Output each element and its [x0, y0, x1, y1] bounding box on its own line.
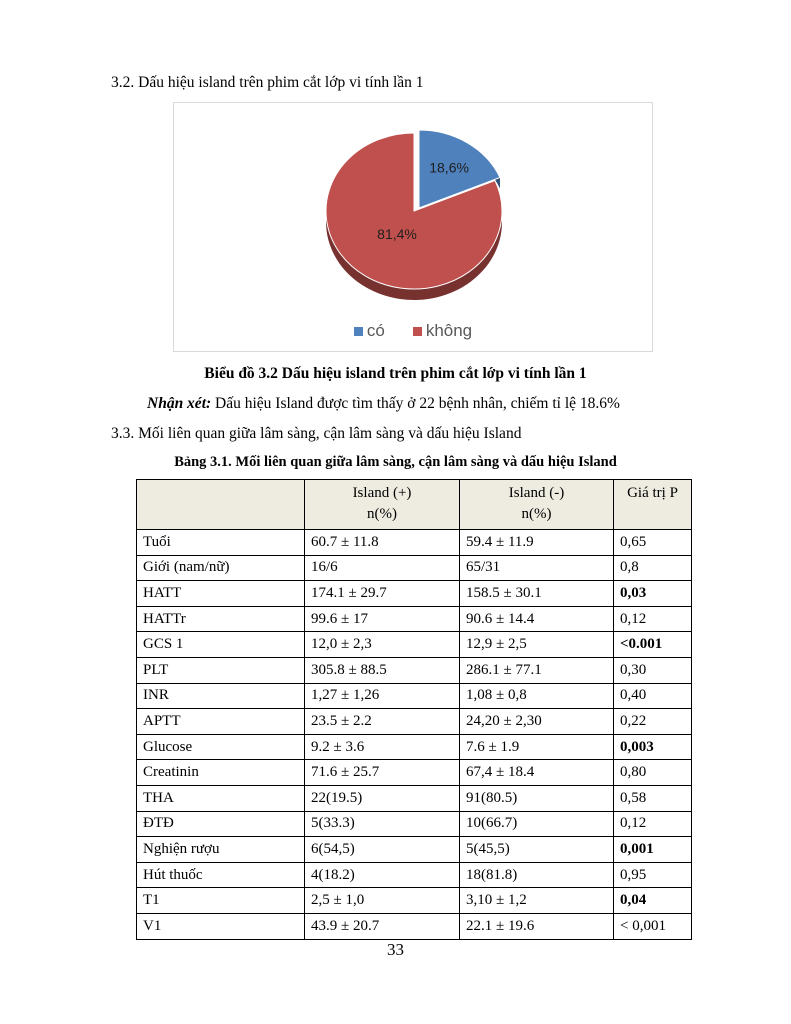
cell-p-value: 0,58	[614, 785, 692, 811]
cell-island-negative: 90.6 ± 14.4	[460, 606, 614, 632]
cell-island-positive: 4(18.2)	[305, 862, 460, 888]
legend-swatch-co	[354, 327, 363, 336]
row-label: HATTr	[137, 606, 305, 632]
table-row	[137, 606, 692, 632]
table-row	[137, 837, 692, 863]
cell-island-negative: 7.6 ± 1.9	[460, 734, 614, 760]
row-label: Glucose	[137, 734, 305, 760]
cell-island-negative: 59.4 ± 11.9	[460, 530, 614, 556]
table-row	[137, 709, 692, 735]
legend-label-khong: không	[425, 321, 473, 340]
header-island-negative	[460, 480, 614, 530]
legend-item-khong	[413, 321, 472, 341]
legend-item-co	[354, 321, 385, 341]
table-row	[137, 683, 692, 709]
row-label: ĐTĐ	[137, 811, 305, 837]
cell-p-value: < 0,001	[614, 913, 692, 939]
cell-island-negative: 286.1 ± 77.1	[460, 657, 614, 683]
cell-island-negative: 67,4 ± 18.4	[460, 760, 614, 786]
cell-p-value: 0,30	[614, 657, 692, 683]
cell-island-negative: 12,9 ± 2,5	[460, 632, 614, 658]
cell-island-positive: 22(19.5)	[305, 785, 460, 811]
row-label: Tuổi	[137, 530, 305, 556]
table-row	[137, 760, 692, 786]
header-island-negative-line2: n(%)	[521, 506, 552, 522]
cell-island-positive: 5(33.3)	[305, 811, 460, 837]
header-island-positive	[305, 480, 460, 530]
cell-island-negative: 1,08 ± 0,8	[460, 683, 614, 709]
figure-caption: Biểu đồ 3.2 Dấu hiệu island trên phim cắt lớp vi tính lần 1	[204, 365, 587, 382]
cell-island-negative: 3,10 ± 1,2	[460, 888, 614, 914]
cell-island-negative: 22.1 ± 19.6	[460, 913, 614, 939]
cell-p-value: 0,12	[614, 606, 692, 632]
section-heading: 3.2. Dấu hiệu island trên phim cắt lớp vi tính lần 1	[111, 74, 424, 91]
legend-swatch-khong	[413, 327, 422, 336]
row-label: HATT	[137, 581, 305, 607]
results-table	[136, 479, 692, 940]
cell-island-positive: 174.1 ± 29.7	[305, 581, 460, 607]
page-number: 33	[387, 940, 404, 959]
cell-p-value: 0,12	[614, 811, 692, 837]
remark	[147, 395, 620, 413]
table-row	[137, 785, 692, 811]
cell-island-positive: 6(54,5)	[305, 837, 460, 863]
row-label: PLT	[137, 657, 305, 683]
cell-island-positive: 99.6 ± 17	[305, 606, 460, 632]
cell-island-positive: 23.5 ± 2.2	[305, 709, 460, 735]
row-label: THA	[137, 785, 305, 811]
table-row	[137, 734, 692, 760]
remark-label: Nhận xét:	[147, 395, 212, 412]
table-row	[137, 555, 692, 581]
header-island-negative-line1: Island (-)	[508, 485, 565, 501]
cell-island-negative: 5(45,5)	[460, 837, 614, 863]
header-blank	[137, 480, 305, 530]
row-label: INR	[137, 683, 305, 709]
table-title: Bảng 3.1. Mối liên quan giữa lâm sàng, cận lâm sàng và dấu hiệu Island	[174, 454, 617, 470]
table-header-row	[137, 480, 692, 530]
pie-chart	[173, 102, 653, 352]
cell-island-negative: 91(80.5)	[460, 785, 614, 811]
row-label: Creatinin	[137, 760, 305, 786]
cell-island-positive: 9.2 ± 3.6	[305, 734, 460, 760]
cell-p-value: 0,40	[614, 683, 692, 709]
legend-label-co: có	[366, 321, 385, 340]
remark-text: Dấu hiệu Island được tìm thấy ở 22 bệnh nhân, chiếm tỉ lệ 18.6%	[211, 395, 620, 412]
cell-p-value: 0,03	[614, 581, 692, 607]
cell-p-value: 0,65	[614, 530, 692, 556]
cell-p-value: 0,80	[614, 760, 692, 786]
table-row	[137, 888, 692, 914]
table-row	[137, 913, 692, 939]
table-row	[137, 530, 692, 556]
cell-p-value: 0,001	[614, 837, 692, 863]
cell-island-positive: 43.9 ± 20.7	[305, 913, 460, 939]
row-label: GCS 1	[137, 632, 305, 658]
cell-island-positive: 60.7 ± 11.8	[305, 530, 460, 556]
cell-p-value: 0,22	[614, 709, 692, 735]
row-label: APTT	[137, 709, 305, 735]
cell-island-positive: 71.6 ± 25.7	[305, 760, 460, 786]
cell-p-value: 0,95	[614, 862, 692, 888]
pie-chart-canvas	[174, 103, 654, 353]
table-row	[137, 632, 692, 658]
cell-p-value: 0,04	[614, 888, 692, 914]
header-island-positive-line2: n(%)	[367, 506, 397, 522]
cell-island-positive: 12,0 ± 2,3	[305, 632, 460, 658]
row-label: Giới (nam/nữ)	[137, 555, 305, 581]
cell-island-negative: 158.5 ± 30.1	[460, 581, 614, 607]
cell-island-negative: 65/31	[460, 555, 614, 581]
cell-p-value: 0,003	[614, 734, 692, 760]
cell-island-positive: 305.8 ± 88.5	[305, 657, 460, 683]
table-row	[137, 657, 692, 683]
row-label: T1	[137, 888, 305, 914]
cell-island-negative: 18(81.8)	[460, 862, 614, 888]
cell-island-negative: 10(66.7)	[460, 811, 614, 837]
table-row	[137, 581, 692, 607]
header-p-value: Giá trị P	[614, 480, 692, 530]
pie-data-label-1: 81,4%	[377, 225, 417, 242]
cell-island-positive: 2,5 ± 1,0	[305, 888, 460, 914]
cell-island-positive: 1,27 ± 1,26	[305, 683, 460, 709]
chart-legend	[174, 321, 652, 341]
pie-data-label-0: 18,6%	[429, 159, 469, 176]
row-label: V1	[137, 913, 305, 939]
cell-island-positive: 16/6	[305, 555, 460, 581]
cell-p-value: <0.001	[614, 632, 692, 658]
table-row	[137, 862, 692, 888]
header-island-positive-line1: Island (+)	[352, 485, 412, 501]
cell-p-value: 0,8	[614, 555, 692, 581]
row-label: Hút thuốc	[137, 862, 305, 888]
row-label: Nghiện rượu	[137, 837, 305, 863]
table-row	[137, 811, 692, 837]
cell-island-negative: 24,20 ± 2,30	[460, 709, 614, 735]
subsection-heading: 3.3. Mối liên quan giữa lâm sàng, cận lâm sàng và dấu hiệu Island	[111, 425, 522, 442]
